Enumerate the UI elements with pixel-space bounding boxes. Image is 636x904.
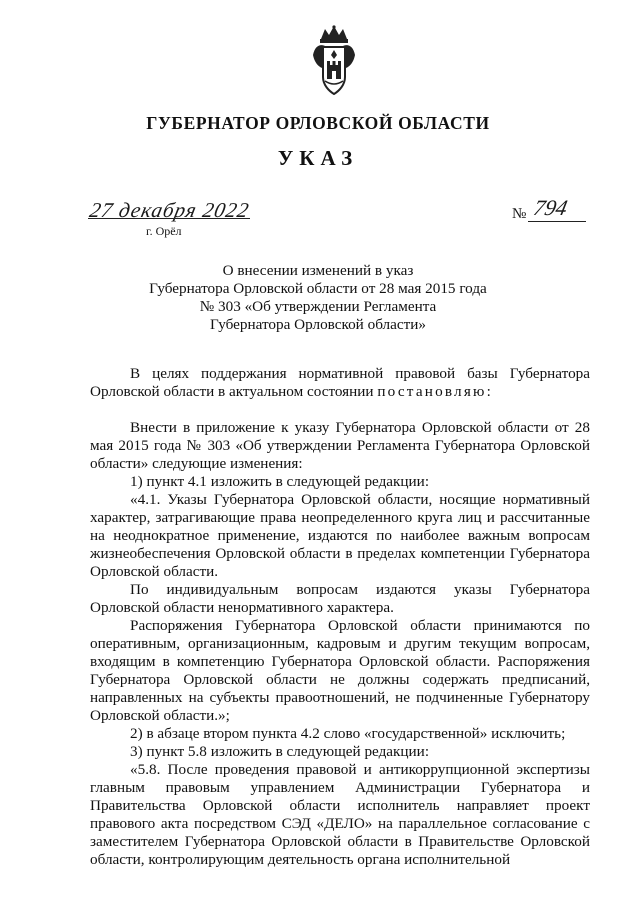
body-paragraph: 1) пункт 4.1 изложить в следующей редакции: bbox=[130, 473, 430, 490]
subject-line: О внесении изменений в указ bbox=[222, 262, 414, 279]
body-paragraph: По индивидуальным вопросам издаются указы Губернатора Орловской области ненормативного характера. bbox=[90, 581, 590, 616]
handwritten-date: 27 декабря 2022 bbox=[87, 198, 252, 222]
number-label: № bbox=[512, 206, 527, 222]
decree-word: постановляю: bbox=[377, 383, 493, 400]
body-paragraph: Распоряжения Губернатора Орловской области принимаются по оперативным, организационным, кадровым и другим текущим вопросам, входящим в компетенцию Губернатора Орловской области. Распоряжения Губернатора Орловской области не должны содержать предписаний, направленных на субъекты правоотношений, не подчиненные Губернатору Орловской области.»; bbox=[90, 617, 590, 724]
subject-line: Губернатора Орловской области» bbox=[210, 316, 426, 333]
document-type: УКАЗ bbox=[277, 146, 359, 170]
body-paragraph: 2) в абзаце втором пункта 4.2 слово «государственной» исключить; bbox=[130, 725, 566, 742]
preamble-text: В целях поддержания нормативной правовой базы Губернатора Орловской области в актуальном состоянии bbox=[90, 365, 590, 400]
body-paragraph: «5.8. После проведения правовой и антикоррупционной экспертизы главным правовым управлением Администрации Губернатора и Правительства Орловской области исполнитель направляет проект правового акта посредством СЭД «ДЕЛО» на параллельное согласование с заместителем Губернатора Орловской области в Правительстве Орловской области, контролирующим деятельность органа исполнительной bbox=[90, 761, 590, 868]
document-body bbox=[90, 365, 590, 869]
date-underline bbox=[88, 218, 250, 219]
coat-of-arms-emblem bbox=[311, 25, 357, 97]
city-label: г. Орёл bbox=[146, 224, 182, 238]
number-underline bbox=[528, 221, 586, 222]
preamble-paragraph bbox=[90, 365, 590, 401]
body-paragraph: «4.1. Указы Губернатора Орловской области, носящие нормативный характер, затрагивающие права неопределенного круга лиц и рассчитанные на неоднократное применение, издаются по наиболее важным вопросам жизнеобеспечения Орловской области в пределах компетенции Губернатора Орловской области. bbox=[90, 491, 590, 580]
subject-line: № 303 «Об утверждении Регламента bbox=[199, 298, 437, 315]
document-subject bbox=[0, 262, 636, 334]
body-paragraph: 3) пункт 5.8 изложить в следующей редакции: bbox=[130, 743, 430, 760]
body-paragraph: Внести в приложение к указу Губернатора Орловской области от 28 мая 2015 года № 303 «Об утверждении Регламента Губернатора Орловской области» следующие изменения: bbox=[90, 419, 590, 472]
issuer-title: ГУБЕРНАТОР ОРЛОВСКОЙ ОБЛАСТИ bbox=[146, 113, 490, 133]
handwritten-number: 794 bbox=[531, 195, 570, 220]
subject-line: Губернатора Орловской области от 28 мая 2015 года bbox=[149, 280, 487, 297]
